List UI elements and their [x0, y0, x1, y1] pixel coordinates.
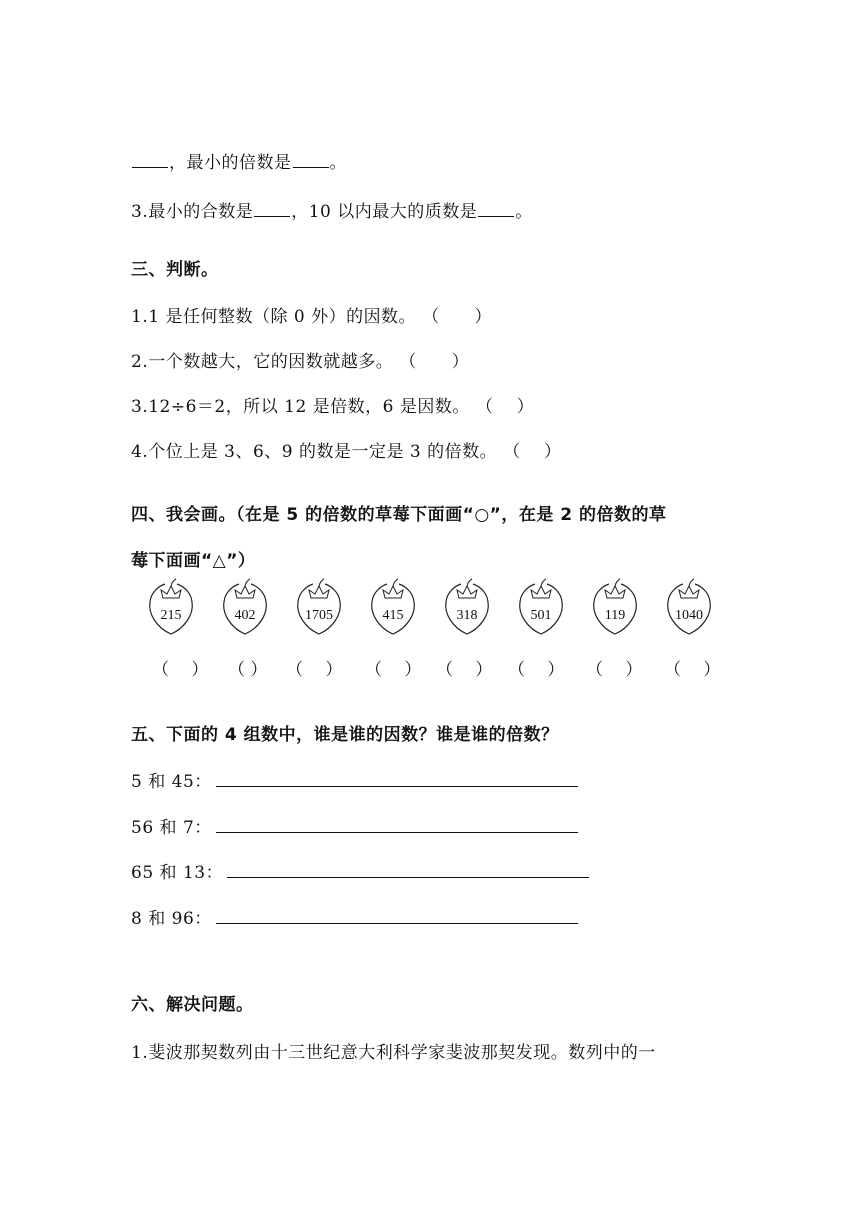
answer-blank[interactable]: [293, 153, 329, 168]
judge-item-1: 1.1 是任何整数（除 0 外）的因数。 （ ）: [131, 302, 492, 327]
pair-row-4: 8 和 96：: [131, 904, 578, 929]
problem-1-text: 1.斐波那契数列由十三世纪意大利科学家斐波那契发现。数列中的一: [131, 1043, 656, 1063]
section-heading-draw-line2: 莓下面画“△”）: [131, 551, 256, 571]
strawberry-2: [217, 578, 273, 638]
judge-item-4: 4.个位上是 3、6、9 的数是一定是 3 的倍数。 （ ）: [131, 437, 562, 462]
answer-line[interactable]: [227, 863, 589, 878]
strawberry-number: 1040: [675, 608, 703, 623]
strawberry-number: 501: [530, 608, 552, 623]
strawberry-7: [587, 578, 643, 638]
answer-paren[interactable]: （ ）: [436, 660, 493, 680]
strawberry-number: 318: [456, 608, 478, 623]
strawberry-1: [143, 578, 199, 638]
strawberry-6: [513, 578, 569, 638]
strawberry-row: [143, 578, 743, 638]
section-heading-factors: 五、下面的 4 组数中，谁是谁的因数？谁是谁的倍数？: [131, 725, 559, 745]
strawberry-3: [291, 578, 347, 638]
answer-blank[interactable]: [132, 153, 168, 168]
section-heading-problems: 六、解决问题。: [131, 995, 254, 1015]
answer-paren[interactable]: （ ）: [422, 307, 493, 327]
answer-paren[interactable]: （ ）: [475, 397, 535, 417]
fill-line-smallest-multiple: ，最小的倍数是 。: [131, 148, 347, 173]
answer-paren[interactable]: （ ）: [508, 660, 565, 680]
answer-paren[interactable]: （ ）: [399, 352, 470, 372]
answer-line[interactable]: [216, 818, 578, 833]
answer-paren[interactable]: （ ）: [586, 660, 643, 680]
judge-item-2: 2.一个数越大，它的因数就越多。 （ ）: [131, 347, 469, 372]
strawberry-5: [439, 578, 495, 638]
strawberry-number: 119: [604, 608, 626, 623]
answer-paren[interactable]: （ ）: [365, 660, 422, 680]
judge-item-3: 3.12÷6＝2，所以 12 是倍数，6 是因数。 （ ）: [131, 392, 534, 417]
fill-line-composite-prime: 3.最小的合数是 ，10 以内最大的质数是 。: [131, 202, 533, 222]
answer-line[interactable]: [216, 909, 578, 924]
strawberry-8: [661, 578, 717, 638]
answer-paren[interactable]: （ ）: [664, 660, 721, 680]
strawberry-number: 415: [382, 608, 404, 623]
answer-line[interactable]: [216, 772, 578, 787]
strawberry-number: 402: [234, 608, 256, 623]
strawberry-4: [365, 578, 421, 638]
pair-row-1: 5 和 45：: [131, 767, 578, 792]
answer-paren[interactable]: （ ）: [152, 660, 209, 680]
answer-paren[interactable]: （ ）: [503, 442, 562, 462]
answer-blank[interactable]: [254, 202, 290, 217]
section-heading-judge: 三、判断。: [131, 260, 219, 280]
answer-blank[interactable]: [478, 202, 514, 217]
strawberry-number: 1705: [305, 608, 333, 623]
strawberry-number: 215: [160, 608, 182, 623]
pair-row-3: 65 和 13：: [131, 858, 589, 883]
answer-paren[interactable]: （ ）: [228, 660, 268, 680]
answer-paren[interactable]: （ ）: [286, 660, 343, 680]
section-heading-draw-line1: 四、我会画。（在是 5 的倍数的草莓下面画“○”，在是 2 的倍数的草: [131, 505, 667, 525]
pair-row-2: 56 和 7：: [131, 813, 578, 838]
